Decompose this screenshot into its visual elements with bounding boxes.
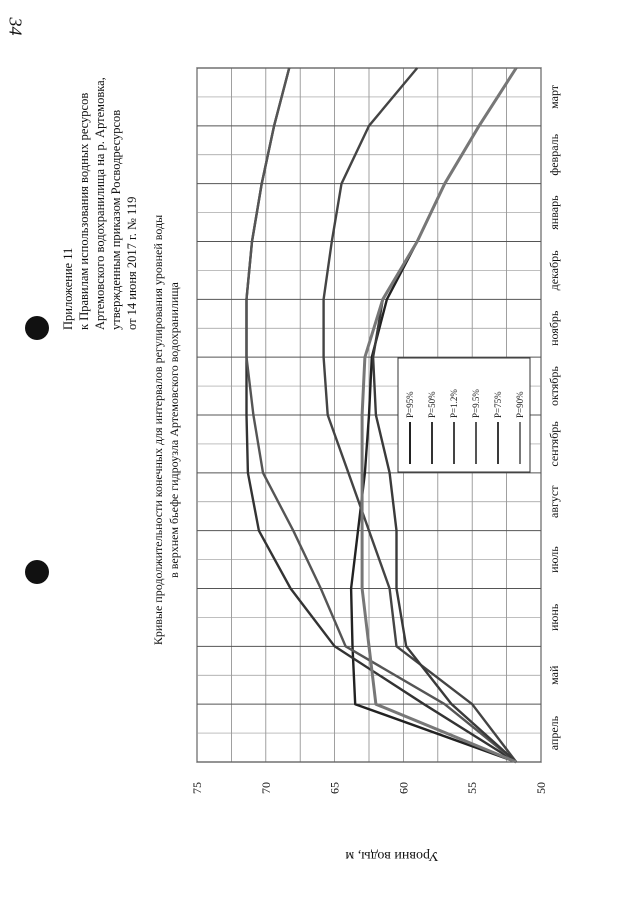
appendix-line-3: утвержденным приказом Росводресурсов	[109, 109, 123, 330]
appendix-header	[61, 77, 139, 330]
x-tick-label: январь	[547, 195, 561, 230]
x-tick-label: апрель	[547, 715, 561, 751]
x-tick-label: сентябрь	[547, 421, 561, 467]
legend-label: P=95%	[405, 391, 415, 418]
chart-subtitle: в верхнем бьефе гидроузла Артемовского водохранилища	[167, 282, 181, 578]
x-tick-label: декабрь	[547, 250, 561, 291]
appendix-line-4: от 14 июня 2017 г. № 119	[125, 196, 139, 330]
x-tick-label: июль	[547, 546, 561, 573]
chart-title-group	[151, 215, 181, 645]
legend-box	[398, 358, 530, 472]
appendix-line-2: Артемовского водохранилища на р. Артемовка,	[93, 77, 107, 330]
legend-label: P=90%	[515, 391, 525, 418]
y-tick-label: 50	[534, 782, 548, 794]
legend-label: P=75%	[493, 391, 503, 418]
x-tick-label: март	[547, 84, 561, 109]
chart-legend	[398, 358, 530, 472]
x-tick-label: октябрь	[547, 366, 561, 407]
appendix-title: Приложение 11	[61, 247, 75, 330]
x-tick-label: август	[547, 485, 561, 518]
legend-label: P=50%	[427, 391, 437, 418]
x-tick-label: ноябрь	[547, 310, 561, 346]
chart-title: Кривые продолжительности конечных для интервалов регулирования уровней воды	[151, 214, 165, 646]
y-tick-label: 60	[396, 782, 411, 794]
y-tick-labels	[190, 782, 548, 794]
y-tick-label: 70	[258, 782, 273, 794]
x-tick-label: май	[547, 665, 561, 685]
y-axis-label: Уровни воды, м	[345, 848, 439, 863]
y-tick-label: 75	[190, 782, 204, 794]
page-number: 34	[5, 17, 26, 36]
legend-label: P=9.5%	[471, 389, 481, 418]
y-tick-label: 55	[465, 782, 480, 794]
appendix-line-1: к Правилам использования водных ресурсов	[77, 92, 91, 330]
legend-label: P=1.2%	[449, 389, 459, 418]
x-tick-labels	[547, 84, 561, 750]
x-tick-label: июнь	[547, 603, 561, 632]
y-tick-label: 65	[327, 782, 342, 794]
x-tick-label: февраль	[547, 133, 561, 176]
